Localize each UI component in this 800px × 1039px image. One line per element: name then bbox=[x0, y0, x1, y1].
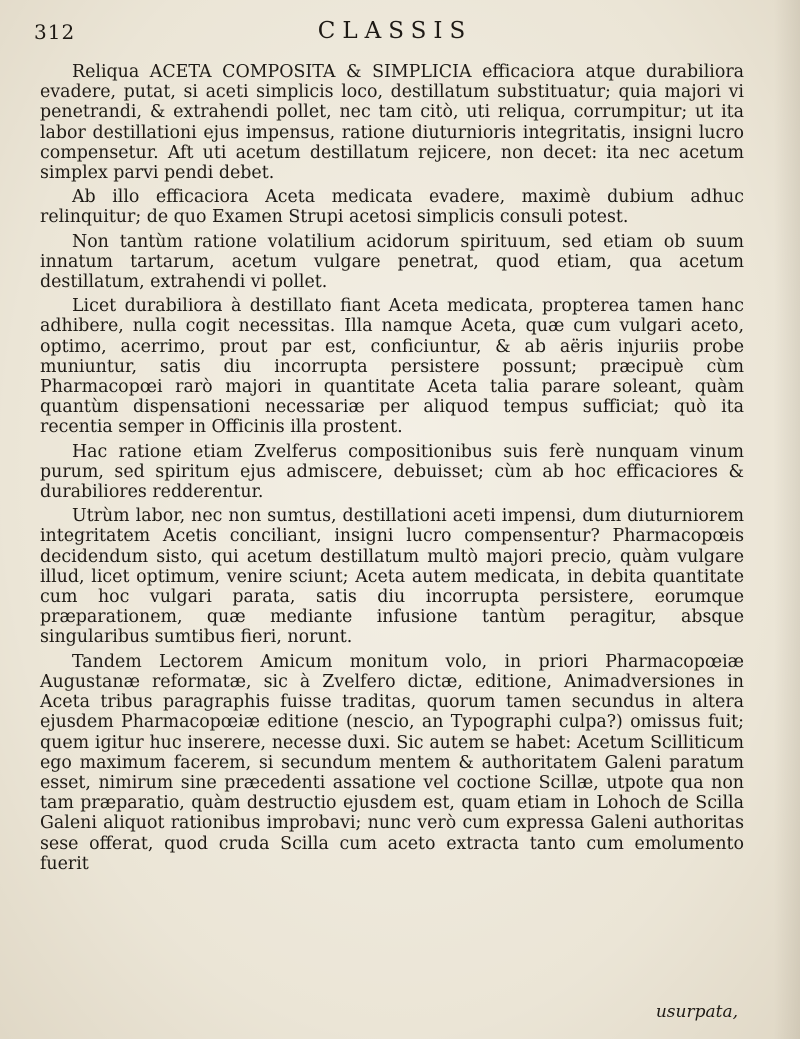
paragraph-labor-sumtus: Utrùm labor, nec non sumtus, destillationi aceti impensi, dum diuturniorem integritatem Acetis conciliant, insigni lucro compensentur? Pharmacopœis decidendum sisto, qui acetum destillatum multò majori precio, quàm vulgare illud, licet optimum, venire sciunt; Aceta autem medicata, in debita quantitate cum hoc vulgari parata, satis diu incorrupta persistere, eorumque præparationem, quæ mediante infusione tantùm peragitur, absque singularibus sumtibus fieri, norunt. bbox=[40, 506, 744, 648]
paragraph-aceta-composita: Reliqua ACETA COMPOSITA & SIMPLICIA efficaciora atque durabiliora evadere, putat, si aceti simplicis loco, destillatum substituatur; quia majori vi penetrandi, & extrahendi pollet, nec tam citò, uti reliqua, corrumpitur; ut ita labor destillationi ejus impensus, ratione diuturnioris integritatis, insigni lucro compensetur. Aft uti acetum destillatum rejicere, non decet: ita nec acetum simplex parvi pendi debet. bbox=[40, 62, 744, 184]
paragraph-durabiliora: Licet durabiliora à destillato fiant Aceta medicata, propterea tamen hanc adhibere, nulla cogit necessitas. Illa namque Aceta, quæ cum vulgari aceto, optimo, acerrimo, prout par est, conficiuntur, & ab aëris injuriis probe muniuntur, satis diu incorrupta persistere possunt; præcipuè cùm Pharmacopœi rarò majori in quantitate Aceta talia parare soleant, quàm quantùm dispensationi necessariæ per aliquod tempus sufficiat; quò ita recentia semper in Officinis illa prostent. bbox=[40, 296, 744, 438]
catchword: usurpata, bbox=[655, 1002, 738, 1022]
body-text bbox=[40, 62, 744, 874]
page-edge-shadow bbox=[774, 0, 800, 1039]
page-number: 312 bbox=[34, 20, 76, 44]
paragraph-lectorem-amicum: Tandem Lectorem Amicum monitum volo, in priori Pharmacopœiæ Augustanæ reformatæ, sic à Zvelfero dictæ, editione, Animadversiones in Aceta tribus paragraphis fuisse traditas, quorum tamen secundus in altera ejusdem Pharmacopœiæ editione (nescio, an Typographi culpa?) omissus fuit; quem igitur huc inserere, necesse duxi. Sic autem se habet: Acetum Scilliticum ego maximum facerem, si secundum mentem & authoritatem Galeni paratum esset, nimirum sine præcedenti assatione vel coctione Scillæ, utpote qua non tam præparatio, quàm destructio ejusdem est, quam etiam in Lohoch de Scilla Galeni aliquot rationibus improbavi; nunc verò cum expressa Galeni authoritas sese offerat, quod cruda Scilla cum aceto extracta tanto cum emolumento fuerit bbox=[40, 651, 744, 874]
running-title: CLASSIS bbox=[317, 18, 473, 44]
paragraph-aceta-medicata: Ab illo efficaciora Aceta medicata evadere, maximè dubium adhuc relinquitur; de quo Examen Strupi acetosi simplicis consuli potest. bbox=[40, 187, 744, 228]
paragraph-zvelferus: Hac ratione etiam Zvelferus compositionibus suis ferè nunquam vinum purum, sed spiritum ejus admiscere, debuisset; cùm ab hoc efficaciores & durabiliores redderentur. bbox=[40, 441, 744, 503]
paragraph-acetum-vulgare: Non tantùm ratione volatilium acidorum spirituum, sed etiam ob suum innatum tartarum, acetum vulgare penetrat, quod etiam, qua acetum destillatum, extrahendi vi pollet. bbox=[40, 231, 744, 293]
page-header bbox=[34, 14, 756, 48]
